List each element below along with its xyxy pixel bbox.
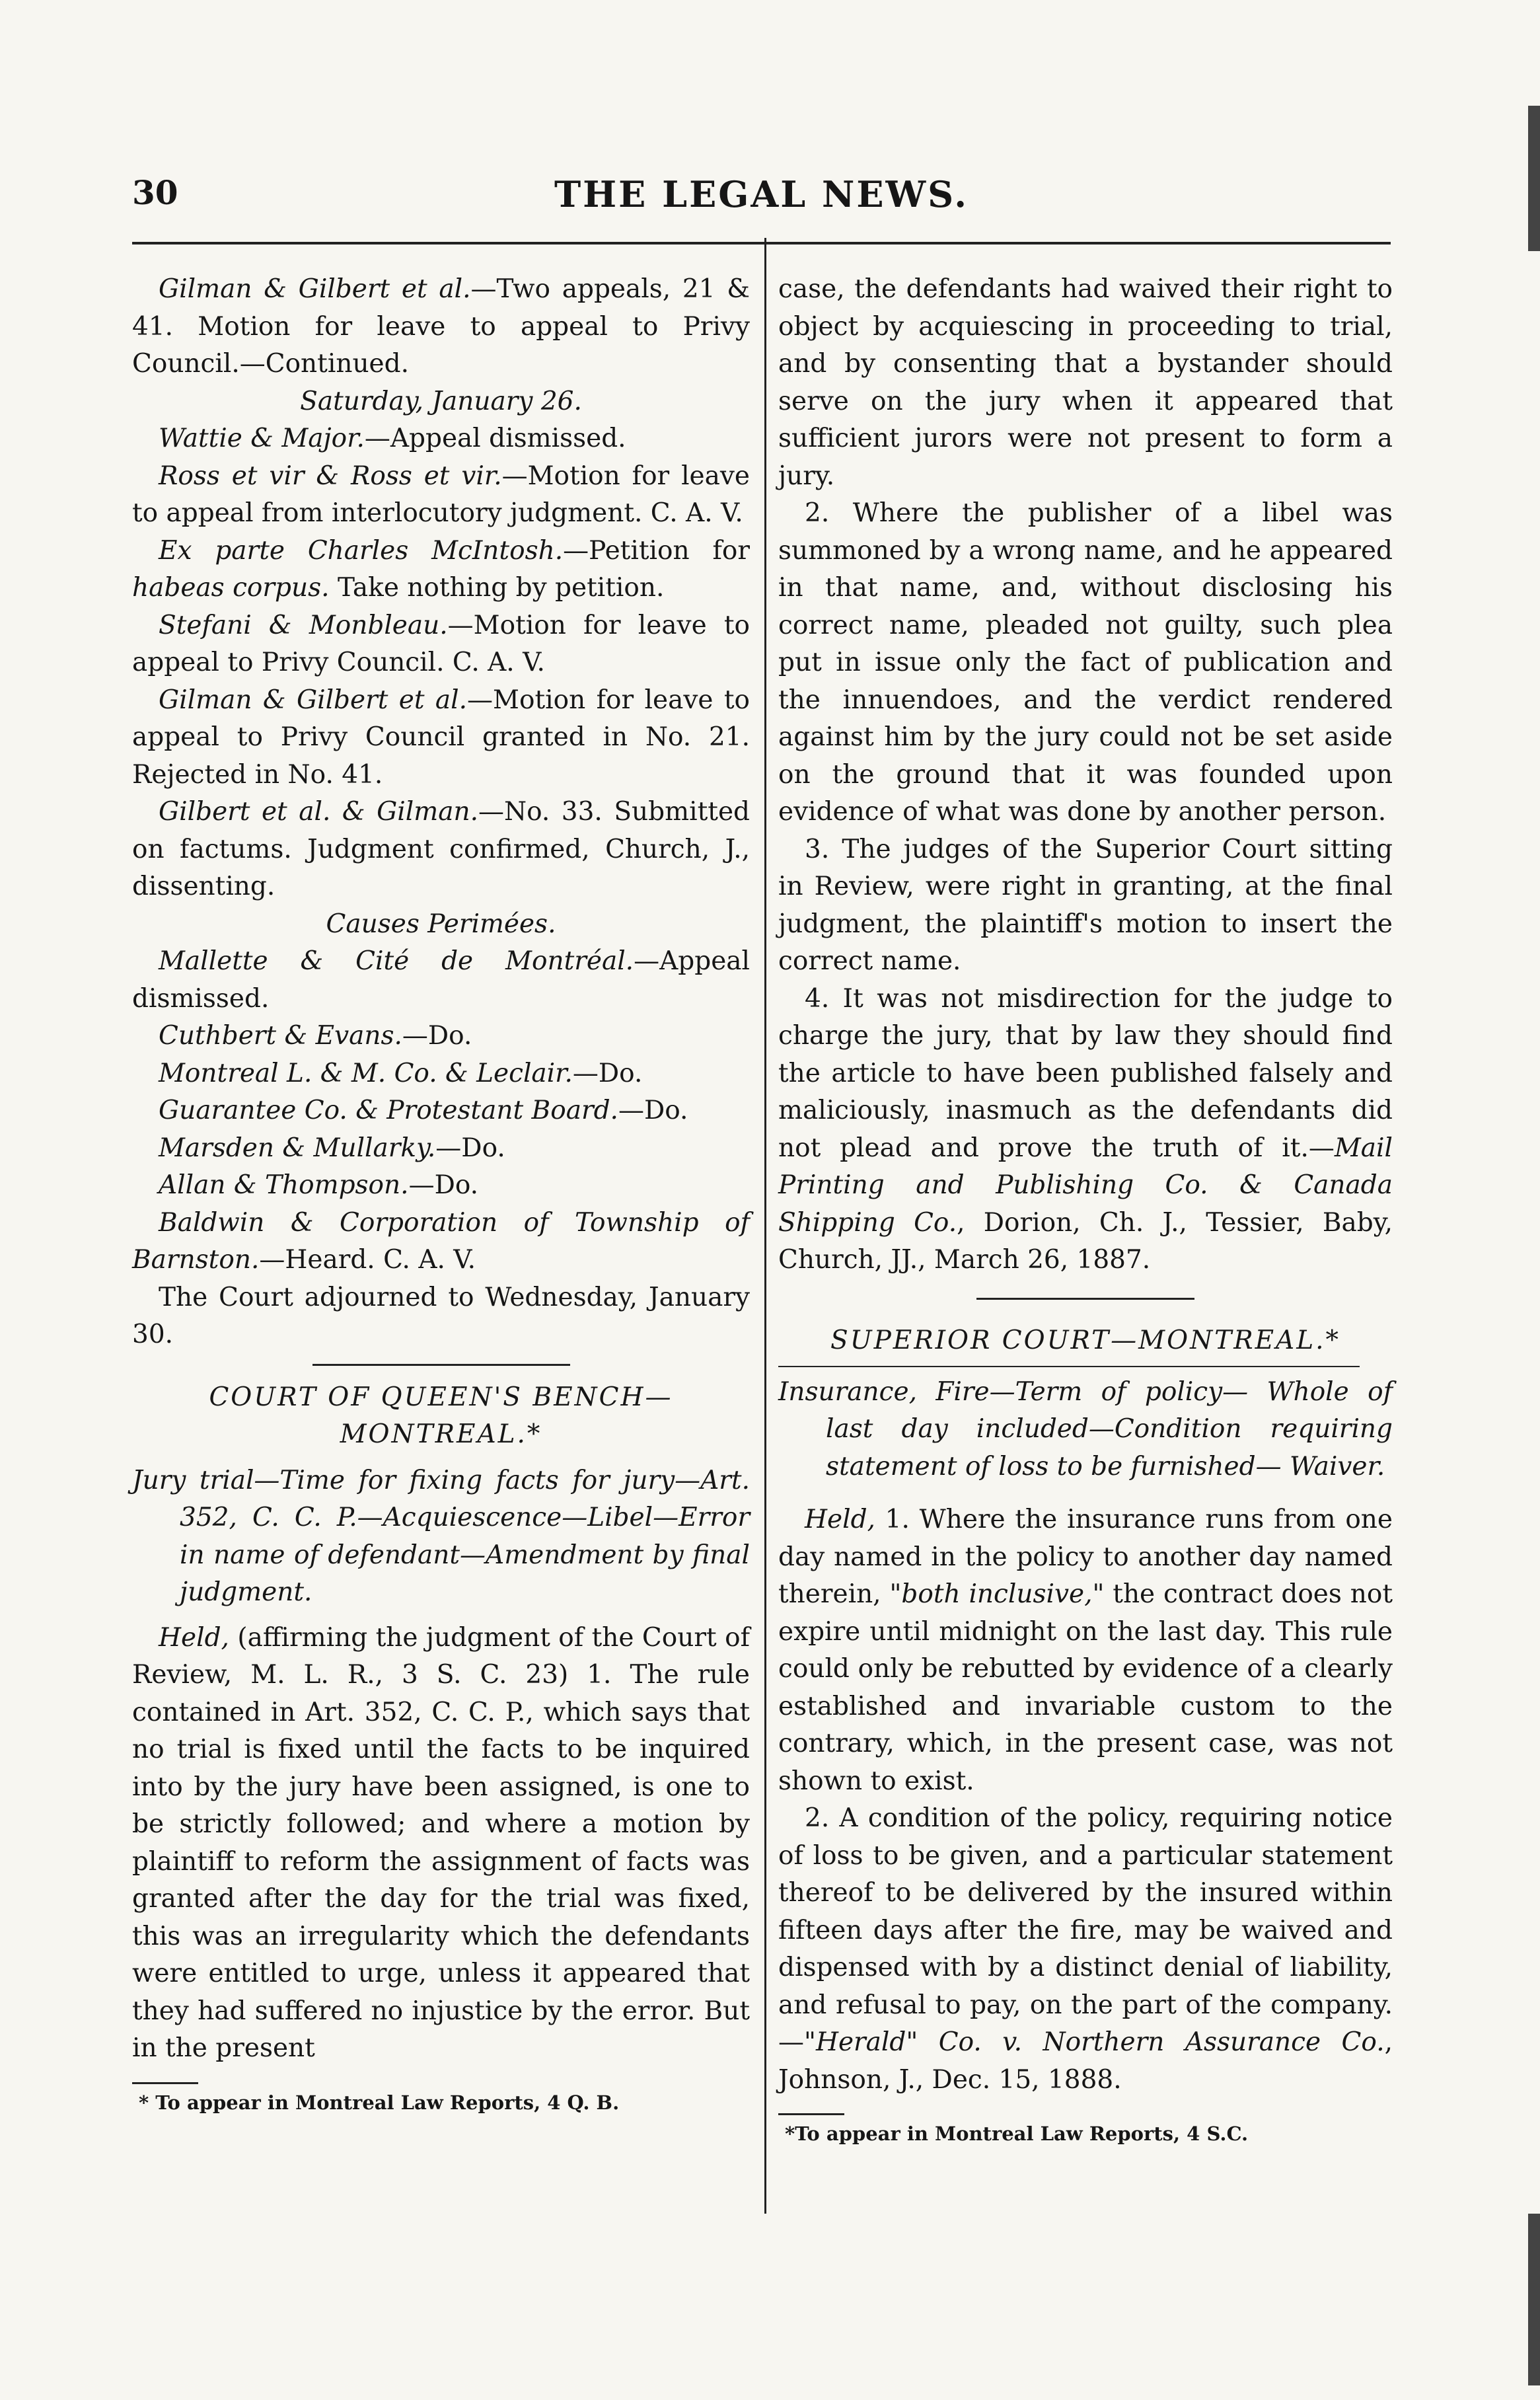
causes-heading: Causes Perimées. [326, 909, 556, 939]
paragraph-text: 4. It was not misdirection for the judge to charge the jury, that by law they should find the article to have been published falsely and maliciously, inasmuch as the defendants did not plead and prove the truth of it.— [778, 983, 1393, 1163]
footnote: * To appear in Montreal Law Reports, 4 Q. B. [139, 2091, 620, 2114]
case-text: —Do. [572, 1058, 643, 1088]
case-entry [132, 943, 750, 1018]
paragraph: case, the defendants had waived their right to object by acquiescing in proceeding to trial, and by consenting that a bystander should serve on the jury when it appeared that sufficient jurors were not present to form a jury. [778, 274, 1393, 491]
case-entry [132, 271, 750, 383]
section-rule [312, 1364, 570, 1366]
case-text: —Motion for leave to appeal from interlocutory judgment. C. A. V. [132, 461, 750, 528]
case-entry [132, 533, 750, 607]
paragraph-text: , Dorion, Ch. J., Tessier, Baby, Church, JJ., March 26, 1887. [778, 1207, 1393, 1275]
page-header [132, 173, 1391, 226]
paragraph [778, 981, 1393, 1279]
section-rule [976, 1298, 1194, 1300]
case-name: Mallette & Cité de Montréal. [159, 946, 634, 976]
case-name: Gilman & Gilbert et al. [159, 685, 468, 715]
case-text: —Two appeals, 21 & 41. Motion for leave to appeal to Privy Council.—Continued. [132, 274, 750, 379]
held-paragraph [778, 1501, 1393, 1800]
footnote-rule [778, 2113, 844, 2115]
case-entry [132, 794, 750, 906]
held-text: 1. Where the insurance runs from one day named in the policy to another day named therein, [778, 1505, 1393, 1609]
held-quote: "both inclusive," [889, 1579, 1105, 1609]
case-text: —Appeal dismissed. [132, 946, 750, 1014]
case-entry [132, 1205, 750, 1279]
held-text: (affirming the judgment of the Court of Review, M. L. R., 3 S. C. 23) 1. The rule contained in Art. 352, C. C. P., which says that no trial is fixed until the facts to be inquired into by the jury have been assigned, is one to be strictly followed; and where a motion by plaintiff to reform the assignment of facts was granted after the day for the trial was fixed, this was an irregularity which the defendants were entitled to urge, unless it appeared that they had suffered no injustice by the error. But in the present [132, 1622, 750, 2063]
column-divider [764, 238, 766, 2214]
held-paragraph [132, 1620, 750, 2068]
case-text: —Motion for leave to appeal to Privy Council granted in No. 21. Rejected in No. 41. [132, 685, 750, 790]
adjournment-note: The Court adjourned to Wednesday, January 30. [132, 1282, 750, 1349]
case-entry [132, 420, 750, 458]
paragraph-text: 2. A condition of the policy, requiring notice of loss to be given, and a particular statement thereof to be delivered by the insured within fifteen days after the fire, may be waived and dispensed with by a distinct denial of liability, and refusal to pay, on the part of the company.— [778, 1803, 1393, 2057]
case-entry [132, 458, 750, 533]
header-rule [132, 242, 1391, 244]
case-text: —Do. [435, 1133, 505, 1163]
case-name: Mail Printing and Publishing Co. & Canada Shipping Co. [778, 1133, 1393, 1238]
headnote: Jury trial—Time for fixing facts for jury—Art. 352, C. C. P.—Acquiescence—Libel—Error in name of defendant—Amendment by final judgment. [132, 1465, 750, 1607]
footnote: *To appear in Montreal Law Reports, 4 S.C. [785, 2122, 1249, 2145]
paragraph [778, 1800, 1393, 2099]
case-name: Ex parte Charles McIntosh. [159, 535, 564, 566]
case-entry [132, 1130, 750, 1168]
case-text: Take nothing by petition. [329, 573, 665, 603]
case-text: —No. 33. Submitted on factums. Judgment confirmed, Church, J., dissenting. [132, 797, 750, 901]
case-name: Stefani & Monbleau. [159, 610, 448, 640]
case-text: —Heard. C. A. V. [259, 1245, 476, 1275]
case-name: Baldwin & Corporation of Township of Barnston. [132, 1207, 750, 1275]
case-name: "Herald" Co. v. Northern Assurance Co. [804, 2027, 1385, 2057]
paragraph: 3. The judges of the Superior Court sitting in Review, were right in granting, at the final judgment, the plaintiff's motion to insert the correct name. [778, 834, 1393, 976]
scan-edge-mark [1528, 2214, 1540, 2385]
case-text: —Do. [408, 1170, 479, 1200]
court-heading: COURT OF QUEEN'S BENCH—MONTREAL.* [209, 1382, 673, 1449]
case-text: —Petition for [563, 535, 750, 566]
case-name: Gilbert et al. & Gilman. [159, 797, 478, 827]
page-number: 30 [132, 173, 178, 212]
case-name: Montreal L. & M. Co. & Leclair. [159, 1058, 573, 1088]
right-column [778, 271, 1393, 2147]
case-name: Cuthbert & Evans. [159, 1021, 402, 1051]
journal-title: THE LEGAL NEWS. [554, 173, 969, 215]
headnote: Insurance, Fire—Term of policy— Whole of last day included—Condition requiring statement of loss to be furnished— Waiver. [778, 1376, 1393, 1481]
held-label: Held, [805, 1505, 875, 1534]
scan-edge-mark [1528, 106, 1540, 251]
case-term: habeas corpus. [132, 573, 330, 603]
paragraph-text: , Johnson, J., Dec. 15, 1888. [778, 2027, 1393, 2095]
case-name: Gilman & Gilbert et al. [159, 274, 471, 304]
case-name: Wattie & Major. [159, 424, 365, 453]
case-entry [132, 1092, 750, 1130]
case-name: Allan & Thompson. [159, 1170, 409, 1200]
date-heading: Saturday, January 26. [300, 386, 582, 416]
case-entry [132, 1018, 750, 1055]
court-heading: SUPERIOR COURT—MONTREAL.* [830, 1325, 1340, 1355]
case-text: —Motion for leave to appeal to Privy Council. C. A. V. [132, 610, 750, 677]
case-text: —Do. [618, 1096, 688, 1125]
case-text: —Do. [402, 1021, 472, 1051]
case-name: Guarantee Co. & Protestant Board. [159, 1096, 618, 1125]
case-name: Ross et vir & Ross et vir. [159, 461, 502, 491]
case-entry [132, 607, 750, 682]
case-entry [132, 1167, 750, 1205]
case-entry [132, 682, 750, 794]
case-entry [132, 1055, 750, 1093]
held-text: the contract does not expire until midnight on the last day. This rule could only be rebutted by evidence of a clearly established and invariable custom to the contrary, which, in the present case, was not shown to exist. [778, 1579, 1393, 1796]
left-column [132, 271, 750, 2116]
heading-rule [778, 1366, 1360, 1367]
case-text: —Appeal dismissed. [364, 424, 626, 453]
case-name: Marsden & Mullarky. [159, 1133, 436, 1163]
paragraph: 2. Where the publisher of a libel was summoned by a wrong name, and he appeared in that name, and, without disclosing his correct name, pleaded not guilty, such plea put in issue only the fact of publication and the innuendoes, and the verdict rendered against him by the jury could not be set aside on the ground that it was founded upon evidence of what was done by another person. [778, 498, 1393, 827]
held-label: Held, [159, 1622, 229, 1653]
footnote-rule [132, 2082, 198, 2084]
